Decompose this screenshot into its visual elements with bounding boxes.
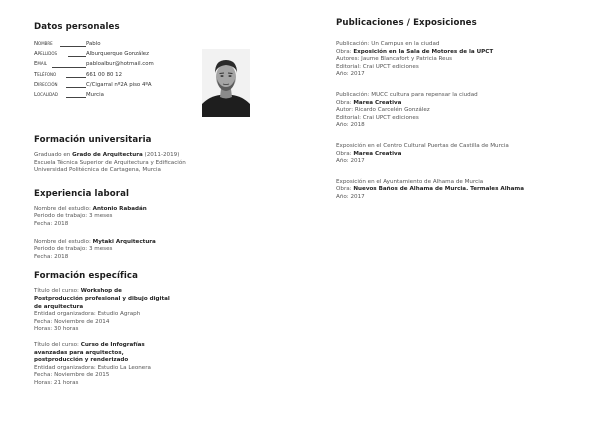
publications-title: Publicaciones / Exposiciones xyxy=(336,18,477,28)
profile-photo xyxy=(202,49,250,117)
training-item: Título del curso: Curso de Infografías avanzadas para arquitectos, postproducción y renderizado Entidad organizadora: Estudio La Leonera Fecha: Noviembre de 2015 Horas: 21 horas xyxy=(34,341,151,386)
right-column xyxy=(336,18,586,210)
education-section xyxy=(34,135,299,175)
publication-item: Exposición en el Ayuntamiento de Alhama de Murcia Obra: Nuevos Baños de Alhama de Murcia. Termales Alhama Año: 2017 xyxy=(336,178,524,200)
education-university: Universidad Politécnica de Cartagena, Murcia xyxy=(34,167,161,174)
publication-item: Exposición en el Centro Cultural Puertas de Castilla de Murcia Obra: Marea Creativa Año: 2017 xyxy=(336,142,509,165)
personal-section xyxy=(34,22,299,125)
experience-item: Nombre del estudio: Mytaki Arquitectura Periodo de trabajo: 3 meses Fecha: 2018 xyxy=(34,238,156,260)
publication-item: Publicación: MUCC cultura para repensar la ciudad Obra: Marea Creativa Autor: Ricardo Carcelén González Editorial: Crai UPCT ediciones Año: 2018 xyxy=(336,91,478,129)
field-telefono: Teléfono 661 00 80 12 xyxy=(34,70,299,80)
training-section xyxy=(34,271,299,387)
personal-title: Datos personales xyxy=(34,22,120,32)
left-column xyxy=(34,22,299,397)
education-degree: Graduado en Grado de Arquitectura (2011-2019) xyxy=(34,152,180,158)
experience-item: Nombre del estudio: Antonio Rabadán Periodo de trabajo: 3 meses Fecha: 2018 xyxy=(34,205,147,227)
field-localidad: Localidad Murcia xyxy=(34,90,299,100)
field-nombre: Nombre Pablo xyxy=(34,39,299,49)
field-apellidos: Apellidos Alburquerque González xyxy=(34,49,299,59)
field-direccion: Dirección C/Cigarral nº2A piso 4ºA xyxy=(34,80,299,90)
experience-title: Experiencia laboral xyxy=(34,188,130,199)
training-item: Título del curso: Workshop de Postproducción profesional y dibujo digital de arquitectura Entidad organizadora: Estudio Agraph Fecha: Noviembre de 2014 Horas: 30 horas xyxy=(34,288,170,333)
education-school: Escuela Técnica Superior de Arquitectura y Edificación xyxy=(34,159,186,166)
publication-item: Publicación: Un Campus en la ciudad Obra: Exposición en la Sala de Motores de la UPCT Autores: Jaume Blancafort y Patricia Reus Editorial: Crai UPCT ediciones Año: 2017 xyxy=(336,41,494,78)
training-title: Formación específica xyxy=(34,271,139,282)
education-title: Formación universitaria xyxy=(34,135,152,145)
field-email: Email pabloalbur@hotmail.com xyxy=(34,59,299,69)
experience-section xyxy=(34,189,299,262)
